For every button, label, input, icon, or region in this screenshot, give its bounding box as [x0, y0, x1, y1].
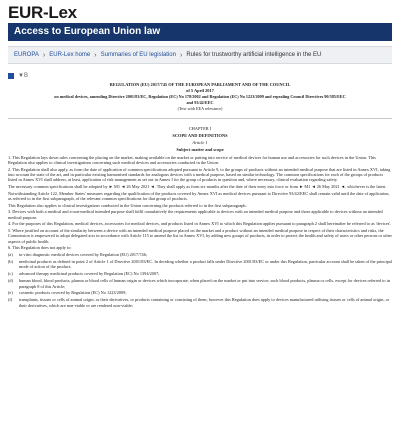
paragraph: 1. This Regulation lays down rules concerning the placing on the market, making available on the market or putting into service of medical devices for human use and accessories for such devices in the Union. This Regulation also applies to clinical investigations concerning such medical devices and accessories conducted in the Union. — [8, 154, 376, 166]
paragraph: Notwithstanding Article 122, Member States' measures regarding the qualification of the products covered by Annex XVI as medical devices pursuant to Directive 93/42/EEC shall remain valid until the date of application, as referred to in the first subparagraph, of the relevant common specifications for that group of products. — [8, 190, 390, 202]
article-heading: Article 1 — [192, 140, 208, 146]
chevron-right-icon: › — [179, 51, 183, 59]
list-text: medicinal products as defined in point 2 of Article 1 of Directive 2001/83/EC. In deciding whether a product falls under Directive 2001/83/EC or under this Regulation, particular account shall be taken of the principal mode of action of the product; — [19, 259, 392, 270]
chevron-right-icon: › — [42, 51, 46, 59]
chevron-right-icon: › — [94, 51, 97, 59]
version-marker: ▼B — [18, 72, 28, 79]
paragraph: 2. This Regulation shall also apply, as from the date of application of common specifications adopted pursuant to Article 9, to the groups of products without an intended medical purpose that are listed in Annex XVI, taking into account the state of the art, and in particular existing harmonised standards for analogous devices with a medical purpose, based on similar technology. The common specifications for each of the groups of products listed in Annex XVI shall address, at least, application of risk management as set out in Annex I for the group of products in question and, where necessary, clinical evaluation regarding safety. — [8, 166, 391, 183]
eur-lex-logo[interactable]: EUR-Lex — [8, 3, 77, 22]
list-label: (e) — [8, 290, 13, 296]
paragraph: 6. This Regulation does not apply to: — [8, 245, 72, 251]
site-tagline: Access to European Union law — [8, 23, 392, 41]
list-item — [8, 252, 392, 257]
document-title: REGULATION (EU) 2017/745 OF THE EUROPEAN PARLIAMENT AND OF THE COUNCIL — [109, 82, 291, 87]
eea-relevance: (Text with EEA relevance) — [177, 106, 223, 112]
breadcrumb-summaries[interactable]: Summaries of EU legislation — [100, 52, 176, 58]
list-label: (d) — [8, 278, 14, 284]
paragraph: 5. Where justified on account of the similarity between a device with an intended medical purpose placed on the market and a product without an intended medical purpose in respect of their characteristics and risks, the Commission is empowered to adopt delegated acts in accordance with Article 115 to amend the list in Annex XVI, by adding new groups of products, in order to protect the health and safety of users or other persons or other aspects of public health. — [8, 228, 392, 244]
chapter-title: SCOPE AND DEFINITIONS — [172, 133, 228, 139]
list-item — [8, 259, 392, 270]
list-label: (f) — [8, 297, 13, 303]
list-item — [8, 278, 392, 289]
document-body — [8, 82, 392, 308]
paragraph: The necessary common specifications shall be adopted by ► M1 ◄ 26 May 2021 ◄. They shall apply as from six months after the date of their entry into force or from ► M1 ◄ 26 May 2021 ◄, whichever is the latest. — [8, 184, 387, 190]
breadcrumb — [8, 46, 392, 64]
list-item — [8, 290, 392, 295]
list-text: transplants, tissues or cells of animal origin, or their derivatives, or products containing or consisting of them; however this Regulation does apply to devices manufactured utilising tissues or cells of animal origin, or their derivatives, which are non-viable or are rendered non-viable; — [19, 297, 390, 308]
chapter-heading: CHAPTER I — [188, 126, 212, 132]
list-text: cosmetic products covered by Regulation (EC) No 1223/2009; — [19, 290, 127, 296]
list-item — [8, 271, 392, 276]
list-text: advanced therapy medicinal products covered by Regulation (EC) No 1394/2007; — [19, 271, 160, 277]
list-label: (c) — [8, 271, 13, 277]
list-label: (b) — [8, 259, 14, 265]
breadcrumb-current: Rules for trustworthy artificial intelligence in the EU — [186, 52, 322, 58]
paragraph: This Regulation also applies to clinical investigations conducted in the Union concerning the products referred to in the first subparagraph. — [8, 202, 247, 208]
breadcrumb-europa[interactable]: EUROPA — [14, 52, 39, 58]
site-header — [0, 0, 400, 40]
list-label: (a) — [8, 252, 13, 258]
document-subject-cont: and 93/42/EEC — [186, 100, 214, 106]
toggle-icon[interactable] — [8, 73, 14, 79]
list-text: human blood, blood products, plasma or blood cells of human origin or devices which incorporate, when placed on the market or put into service, such blood products, plasma or cells, except for devices referred to in paragraph 8 of this Article; — [19, 278, 390, 289]
list-text: in vitro diagnostic medical devices covered by Regulation (EU) 2017/746; — [19, 252, 148, 258]
document-toolbar — [8, 71, 392, 80]
document-subject: on medical devices, amending Directive 2001/83/EC, Regulation (EC) No 178/2002 and Regulation (EC) No 1223/2009 and repealing Council Directives 90/385/EEC — [54, 94, 346, 100]
divider — [8, 118, 392, 119]
breadcrumb-eur-lex-home[interactable]: EUR-Lex home — [49, 52, 91, 58]
paragraph: 3. Devices with both a medical and a non-medical intended purpose shall fulfil cumulatively the requirements applicable to devices with an intended medical purpose and those applicable to devices without an intended medical purpose. — [8, 209, 383, 220]
document-date: of 5 April 2017 — [186, 88, 214, 94]
paragraph: 4. For the purposes of this Regulation, medical devices, accessories for medical devices, and products listed in Annex XVI to which this Regulation applies pursuant to paragraph 2 shall hereinafter be referred to as 'devices'. — [8, 221, 392, 227]
article-title: Subject matter and scope — [176, 147, 224, 153]
list-item — [8, 297, 392, 308]
